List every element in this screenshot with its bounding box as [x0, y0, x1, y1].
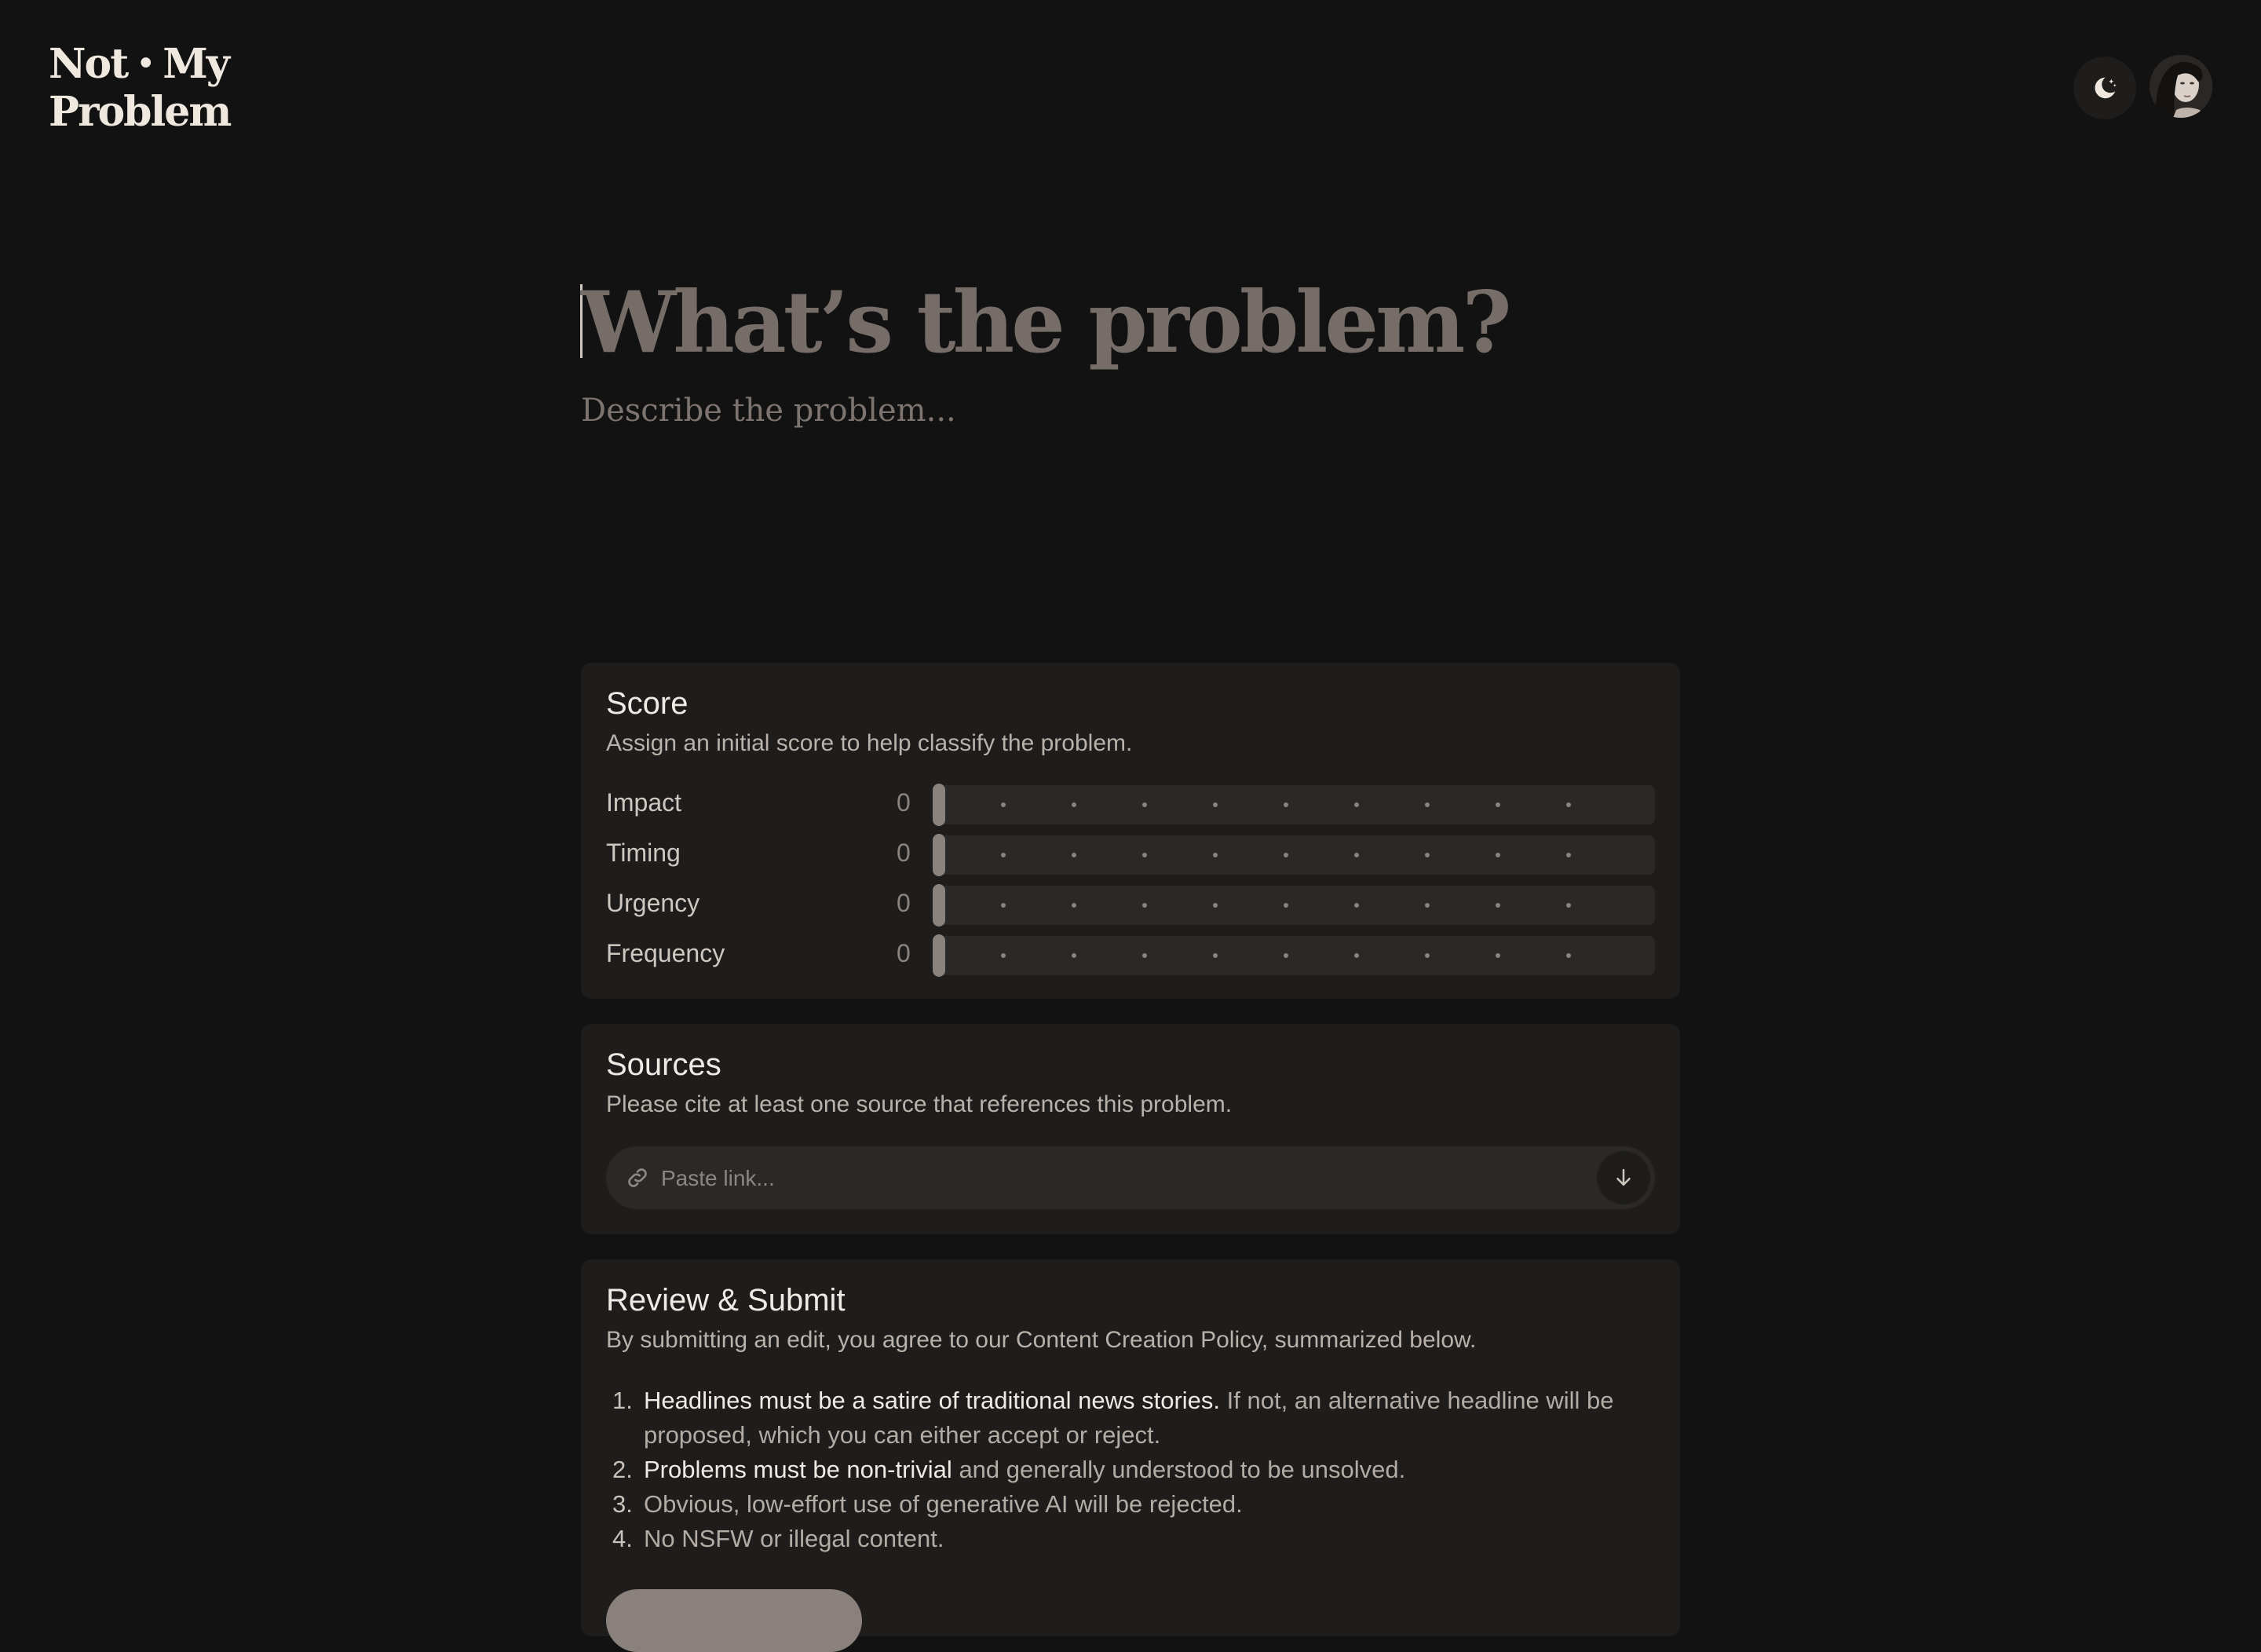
slider-tick [1425, 802, 1430, 807]
slider-tick [1354, 953, 1359, 958]
score-slider[interactable] [933, 936, 1655, 975]
policy-number: 2. [612, 1456, 633, 1483]
slider-thumb[interactable] [933, 784, 945, 826]
problem-title-input[interactable]: What’s the problem? [581, 273, 1509, 372]
link-icon [625, 1165, 650, 1190]
slider-tick [1213, 953, 1218, 958]
slider-tick [1354, 853, 1359, 857]
slider-tick [1072, 802, 1076, 807]
slider-tick [1142, 853, 1147, 857]
slider-tick [1284, 853, 1288, 857]
theme-toggle-button[interactable] [2073, 57, 2136, 119]
logo-word-problem: Problem [49, 88, 231, 136]
slider-tick [1284, 802, 1288, 807]
slider-tick [1072, 853, 1076, 857]
score-row-timing [606, 835, 1655, 875]
slider-tick [1354, 903, 1359, 908]
score-title: Score [606, 686, 689, 721]
review-title: Review & Submit [606, 1283, 846, 1318]
slider-thumb[interactable] [933, 884, 945, 927]
score-row-urgency [606, 886, 1655, 925]
policy-emphasis: Problems must be non-trivial [644, 1456, 952, 1483]
score-value: 0 [897, 889, 911, 917]
slider-tick [1001, 853, 1006, 857]
policy-item [606, 1453, 1655, 1487]
slider-tick [1425, 853, 1430, 857]
logo-word-my: My [163, 40, 229, 88]
policy-text: If not, an alternative headline will be proposed, which you can either accept or reject. [644, 1387, 1614, 1449]
score-label: Impact [606, 788, 682, 817]
score-value: 0 [897, 788, 911, 817]
score-label: Timing [606, 839, 681, 867]
score-row-impact [606, 785, 1655, 824]
slider-tick [1142, 953, 1147, 958]
score-label: Frequency [606, 939, 725, 967]
problem-description-input[interactable]: Describe the problem... [581, 393, 956, 429]
sources-title: Sources [606, 1047, 721, 1082]
source-link-input[interactable] [659, 1146, 1589, 1211]
policy-item [606, 1487, 1655, 1522]
policy-list [606, 1383, 1655, 1556]
slider-tick [1072, 953, 1076, 958]
slider-tick [1496, 953, 1500, 958]
arrow-down-icon [1612, 1166, 1635, 1190]
slider-thumb[interactable] [933, 934, 945, 977]
policy-item [606, 1383, 1655, 1453]
slider-tick [1566, 802, 1571, 807]
moon-stars-icon [2091, 74, 2119, 102]
slider-thumb[interactable] [933, 834, 945, 876]
slider-tick [1284, 953, 1288, 958]
policy-number: 1. [612, 1387, 633, 1414]
policy-text: No NSFW or illegal content. [644, 1525, 944, 1552]
logo-dot: • [137, 47, 154, 80]
submit-button[interactable] [606, 1589, 862, 1652]
logo-word-not: Not [49, 40, 128, 88]
policy-emphasis: Headlines must be a satire of traditional news stories. [644, 1387, 1221, 1414]
slider-tick [1425, 953, 1430, 958]
review-card [581, 1259, 1680, 1636]
slider-tick [1496, 802, 1500, 807]
slider-tick [1001, 802, 1006, 807]
score-label: Urgency [606, 889, 700, 917]
sources-card [581, 1024, 1680, 1234]
slider-tick [1213, 853, 1218, 857]
slider-tick [1142, 903, 1147, 908]
slider-tick [1213, 903, 1218, 908]
slider-tick [1072, 903, 1076, 908]
score-slider[interactable] [933, 835, 1655, 875]
slider-tick [1496, 853, 1500, 857]
score-slider[interactable] [933, 886, 1655, 925]
policy-number: 4. [612, 1525, 633, 1552]
slider-tick [1566, 853, 1571, 857]
slider-tick [1566, 953, 1571, 958]
sources-subtitle: Please cite at least one source that references this problem. [606, 1091, 1233, 1117]
score-row-frequency [606, 936, 1655, 975]
slider-tick [1213, 802, 1218, 807]
slider-tick [1284, 903, 1288, 908]
slider-tick [1001, 903, 1006, 908]
user-avatar[interactable] [2150, 55, 2212, 118]
review-subtitle: By submitting an edit, you agree to our Content Creation Policy, summarized below. [606, 1327, 1477, 1353]
slider-tick [1142, 802, 1147, 807]
app-logo[interactable] [49, 42, 230, 134]
policy-number: 3. [612, 1490, 633, 1518]
source-link-field[interactable] [606, 1146, 1655, 1209]
slider-tick [1001, 953, 1006, 958]
policy-text: Obvious, low-effort use of generative AI will be rejected. [644, 1490, 1243, 1518]
score-subtitle: Assign an initial score to help classify the problem. [606, 730, 1133, 756]
policy-text: and generally understood to be unsolved. [952, 1456, 1406, 1483]
avatar-portrait [2150, 55, 2212, 118]
add-source-button[interactable] [1597, 1151, 1650, 1204]
score-card [581, 663, 1680, 999]
score-slider[interactable] [933, 785, 1655, 824]
slider-tick [1496, 903, 1500, 908]
slider-tick [1354, 802, 1359, 807]
score-value: 0 [897, 939, 911, 967]
policy-item [606, 1522, 1655, 1556]
slider-tick [1425, 903, 1430, 908]
slider-tick [1566, 903, 1571, 908]
score-value: 0 [897, 839, 911, 867]
